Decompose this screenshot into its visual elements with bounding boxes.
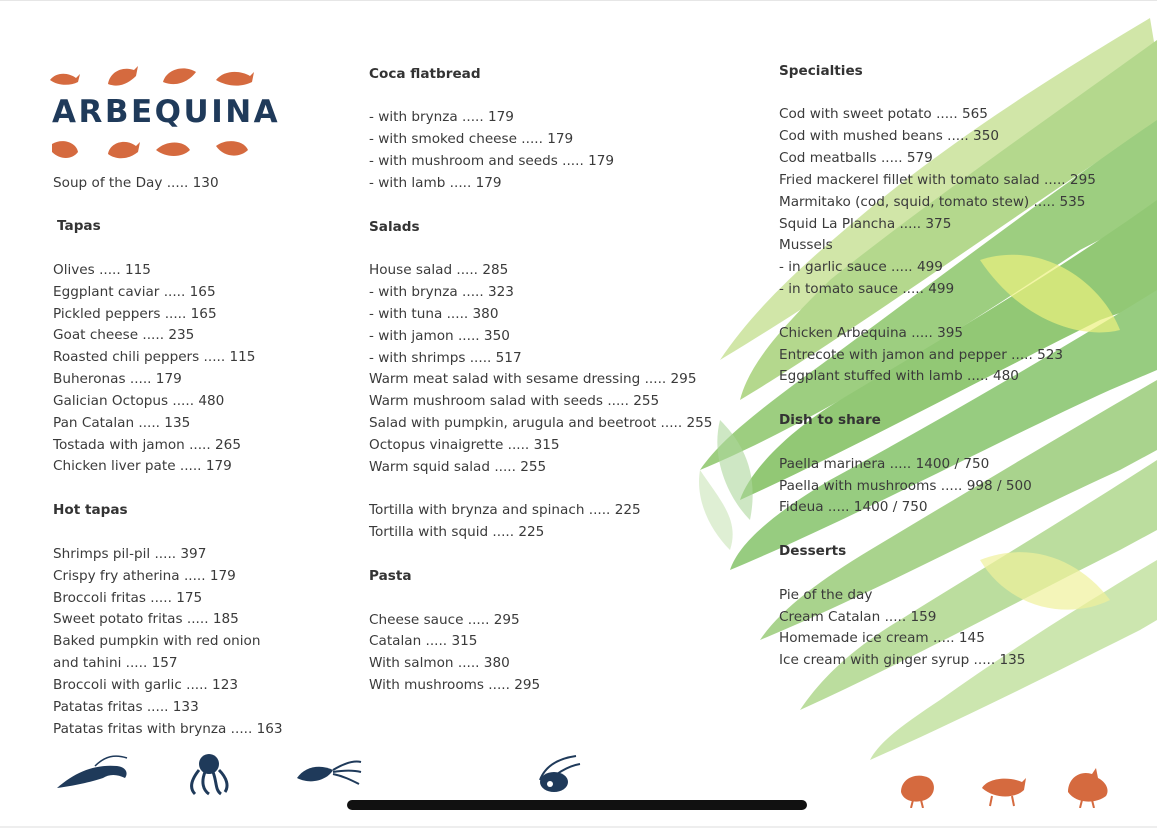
octopus-icon: [185, 752, 233, 796]
menu-item: Chicken Arbequina ..... 395: [779, 325, 964, 341]
menu-item: Warm mushroom salad with seeds ..... 255: [369, 393, 660, 409]
section-heading: Pasta: [369, 568, 412, 584]
menu-item: Sweet potato fritas ..... 185: [53, 611, 239, 627]
menu-item: Warm meat salad with sesame dressing ..... 295: [369, 371, 697, 387]
logo-animal-icons-bottom: [48, 134, 258, 164]
menu-item: Pan Catalan ..... 135: [53, 415, 191, 431]
menu-item: House salad ..... 285: [369, 262, 509, 278]
menu-item: Pie of the day: [779, 587, 873, 603]
menu-item: - in tomato sauce ..... 499: [779, 281, 955, 297]
menu-item: Eggplant caviar ..... 165: [53, 284, 216, 300]
section-heading: Tapas: [57, 218, 101, 234]
menu-item: Cod with mushed beans ..... 350: [779, 128, 1000, 144]
menu-item: - with tuna ..... 380: [369, 306, 499, 322]
menu-item: Broccoli fritas ..... 175: [53, 590, 203, 606]
menu-item: Catalan ..... 315: [369, 633, 478, 649]
bird-icon: [895, 768, 941, 808]
menu-item: - with brynza ..... 179: [369, 109, 514, 125]
menu-item: With salmon ..... 380: [369, 655, 510, 671]
squid-icon: [295, 752, 363, 792]
menu-item: Cream Catalan ..... 159: [779, 609, 937, 625]
menu-item: Tortilla with brynza and spinach ..... 225: [369, 502, 641, 518]
section-heading: Coca flatbread: [369, 66, 481, 82]
section-heading: Dish to share: [779, 412, 881, 428]
menu-item: Roasted chili peppers ..... 115: [53, 349, 256, 365]
menu-item: Warm squid salad ..... 255: [369, 459, 547, 475]
menu-item: Baked pumpkin with red onion: [53, 633, 261, 649]
boar-icon: [978, 770, 1028, 808]
menu-item: Buheronas ..... 179: [53, 371, 182, 387]
menu-item: Paella with mushrooms ..... 998 / 500: [779, 478, 1032, 494]
menu-item: - with jamon ..... 350: [369, 328, 510, 344]
menu-item: Homemade ice cream ..... 145: [779, 630, 985, 646]
section-heading: Hot tapas: [53, 502, 128, 518]
arbequina-logo: [48, 62, 281, 166]
menu-item: and tahini ..... 157: [53, 655, 178, 671]
menu-item: Crispy fry atherina ..... 179: [53, 568, 236, 584]
menu-item: Octopus vinaigrette ..... 315: [369, 437, 560, 453]
menu-item: Goat cheese ..... 235: [53, 327, 195, 343]
menu-item: With mushrooms ..... 295: [369, 677, 541, 693]
fishing-fly-icon: [530, 752, 582, 798]
menu-item: Galician Octopus ..... 480: [53, 393, 225, 409]
menu-item: Eggplant stuffed with lamb ..... 480: [779, 368, 1019, 384]
menu-item: Olives ..... 115: [53, 262, 151, 278]
menu-item: Marmitako (cod, squid, tomato stew) ..... 535: [779, 194, 1086, 210]
menu-item: Salad with pumpkin, arugula and beetroot ..... 255: [369, 415, 713, 431]
menu-item: Mussels: [779, 237, 833, 253]
menu-item: Tortilla with squid ..... 225: [369, 524, 545, 540]
menu-item: - with smoked cheese ..... 179: [369, 131, 574, 147]
section-heading: Salads: [369, 219, 420, 235]
menu-item: Shrimps pil-pil ..... 397: [53, 546, 207, 562]
rooster-icon: [1062, 766, 1112, 808]
menu-item: Soup of the Day ..... 130: [53, 175, 219, 191]
menu-item: Cod with sweet potato ..... 565: [779, 106, 988, 122]
logo-animal-icons-top: [48, 62, 258, 92]
menu-item: Cod meatballs ..... 579: [779, 150, 933, 166]
menu-item: - with mushroom and seeds ..... 179: [369, 153, 615, 169]
logo-wordmark: ARBEQUINA: [52, 94, 281, 130]
menu-item: - in garlic sauce ..... 499: [779, 259, 943, 275]
menu-item: Pickled peppers ..... 165: [53, 306, 217, 322]
menu-item: Paella marinera ..... 1400 / 750: [779, 456, 990, 472]
menu-item: Tostada with jamon ..... 265: [53, 437, 241, 453]
menu-item: Entrecote with jamon and pepper ..... 523: [779, 347, 1064, 363]
section-heading: Desserts: [779, 543, 847, 559]
menu-item: Fried mackerel fillet with tomato salad ..... 295: [779, 172, 1096, 188]
menu-item: Cheese sauce ..... 295: [369, 612, 520, 628]
menu-item: - with shrimps ..... 517: [369, 350, 522, 366]
section-heading: Specialties: [779, 63, 863, 79]
menu-item: Broccoli with garlic ..... 123: [53, 677, 239, 693]
shrimp-icon: [55, 752, 130, 792]
menu-item: Squid La Plancha ..... 375: [779, 216, 952, 232]
menu-item: Chicken liver pate ..... 179: [53, 458, 232, 474]
menu-item: - with lamb ..... 179: [369, 175, 502, 191]
menu-item: Fideua ..... 1400 / 750: [779, 499, 928, 515]
menu-item: Patatas fritas ..... 133: [53, 699, 199, 715]
home-indicator[interactable]: [347, 800, 807, 810]
menu-item: - with brynza ..... 323: [369, 284, 514, 300]
menu-item: Patatas fritas with brynza ..... 163: [53, 721, 283, 737]
menu-item: Ice cream with ginger syrup ..... 135: [779, 652, 1026, 668]
